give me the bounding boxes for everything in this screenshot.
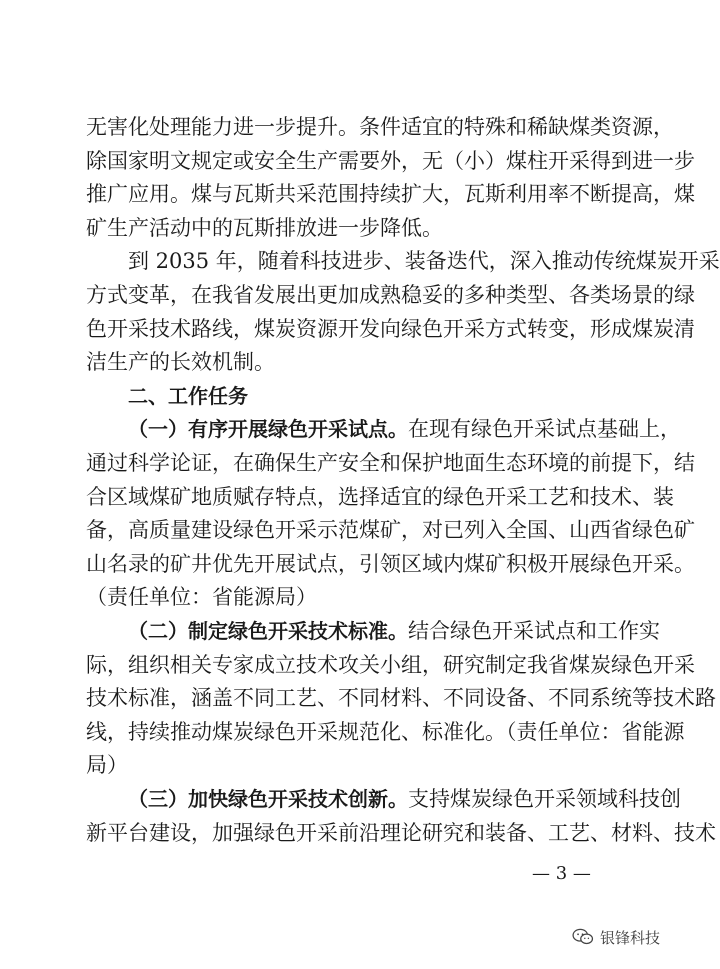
task-title: （一）有序开展绿色开采试点。: [128, 417, 408, 442]
task-first-line: [128, 616, 660, 646]
paragraph-line: 方式变革，在我省发展出更加成熟稳妥的多种类型、各类场景的绿: [86, 283, 695, 307]
paragraph-line: 洁生产的长效机制。: [86, 350, 275, 375]
paragraph-line: 合区域煤矿地质赋存特点，选择适宜的绿色开采工艺和技术、装: [86, 484, 674, 509]
paragraph-line: 无害化处理能力进一步提升。条件适宜的特殊和稀缺煤类资源，: [86, 115, 674, 139]
paragraph-line: 际，组织相关专家成立技术攻关小组，研究制定我省煤炭绿色开采: [86, 652, 695, 677]
paragraph-line: （责任单位：省能源局）: [86, 585, 317, 610]
task-text: 支持煤炭绿色开采领域科技创: [408, 787, 681, 811]
task-title: （二）制定绿色开采技术标准。: [128, 619, 408, 643]
wechat-icon: [572, 928, 594, 946]
task-title: （三）加快绿色开采技术创新。: [128, 787, 408, 811]
page-number: — 3 —: [532, 863, 591, 884]
watermark: [572, 926, 660, 948]
task-text: 在现有绿色开采试点基础上，: [408, 417, 681, 442]
task-text: 结合绿色开采试点和工作实: [408, 619, 660, 643]
task-first-line: [128, 784, 681, 814]
paragraph-line: 线，持续推动煤炭绿色开采规范化、标准化。（责任单位：省能源: [86, 719, 685, 744]
paragraph-line: 除国家明文规定或安全生产需要外，无（小）煤柱开采得到进一步: [86, 148, 695, 173]
paragraph-line: 局）: [86, 753, 128, 778]
section-heading: 二、工作任务: [128, 383, 248, 408]
task-first-line: [128, 414, 681, 444]
paragraph-line: 新平台建设，加强绿色开采前沿理论研究和装备、工艺、材料、技术: [86, 820, 716, 845]
paragraph-line: 色开采技术路线，煤炭资源开发向绿色开采方式转变，形成煤炭清: [86, 316, 695, 341]
paragraph-line: 矿生产活动中的瓦斯排放进一步降低。: [86, 215, 443, 240]
watermark-text: 银锋科技: [600, 928, 661, 947]
paragraph-line: 到 2035 年，随着科技进步、装备迭代，深入推动传统煤炭开采: [128, 249, 720, 274]
paragraph-line: 备，高质量建设绿色开采示范煤矿，对已列入全国、山西省绿色矿: [86, 518, 695, 543]
paragraph-line: 技术标准，涵盖不同工艺、不同材料、不同设备、不同系统等技术路: [86, 686, 716, 711]
paragraph-line: 山名录的矿井优先开展试点，引领区域内煤矿积极开展绿色开采。: [86, 551, 695, 576]
paragraph-line: 通过科学论证，在确保生产安全和保护地面生态环境的前提下，结: [86, 451, 695, 475]
paragraph-line: 推广应用。煤与瓦斯共采范围持续扩大，瓦斯利用率不断提高，煤: [86, 182, 695, 207]
